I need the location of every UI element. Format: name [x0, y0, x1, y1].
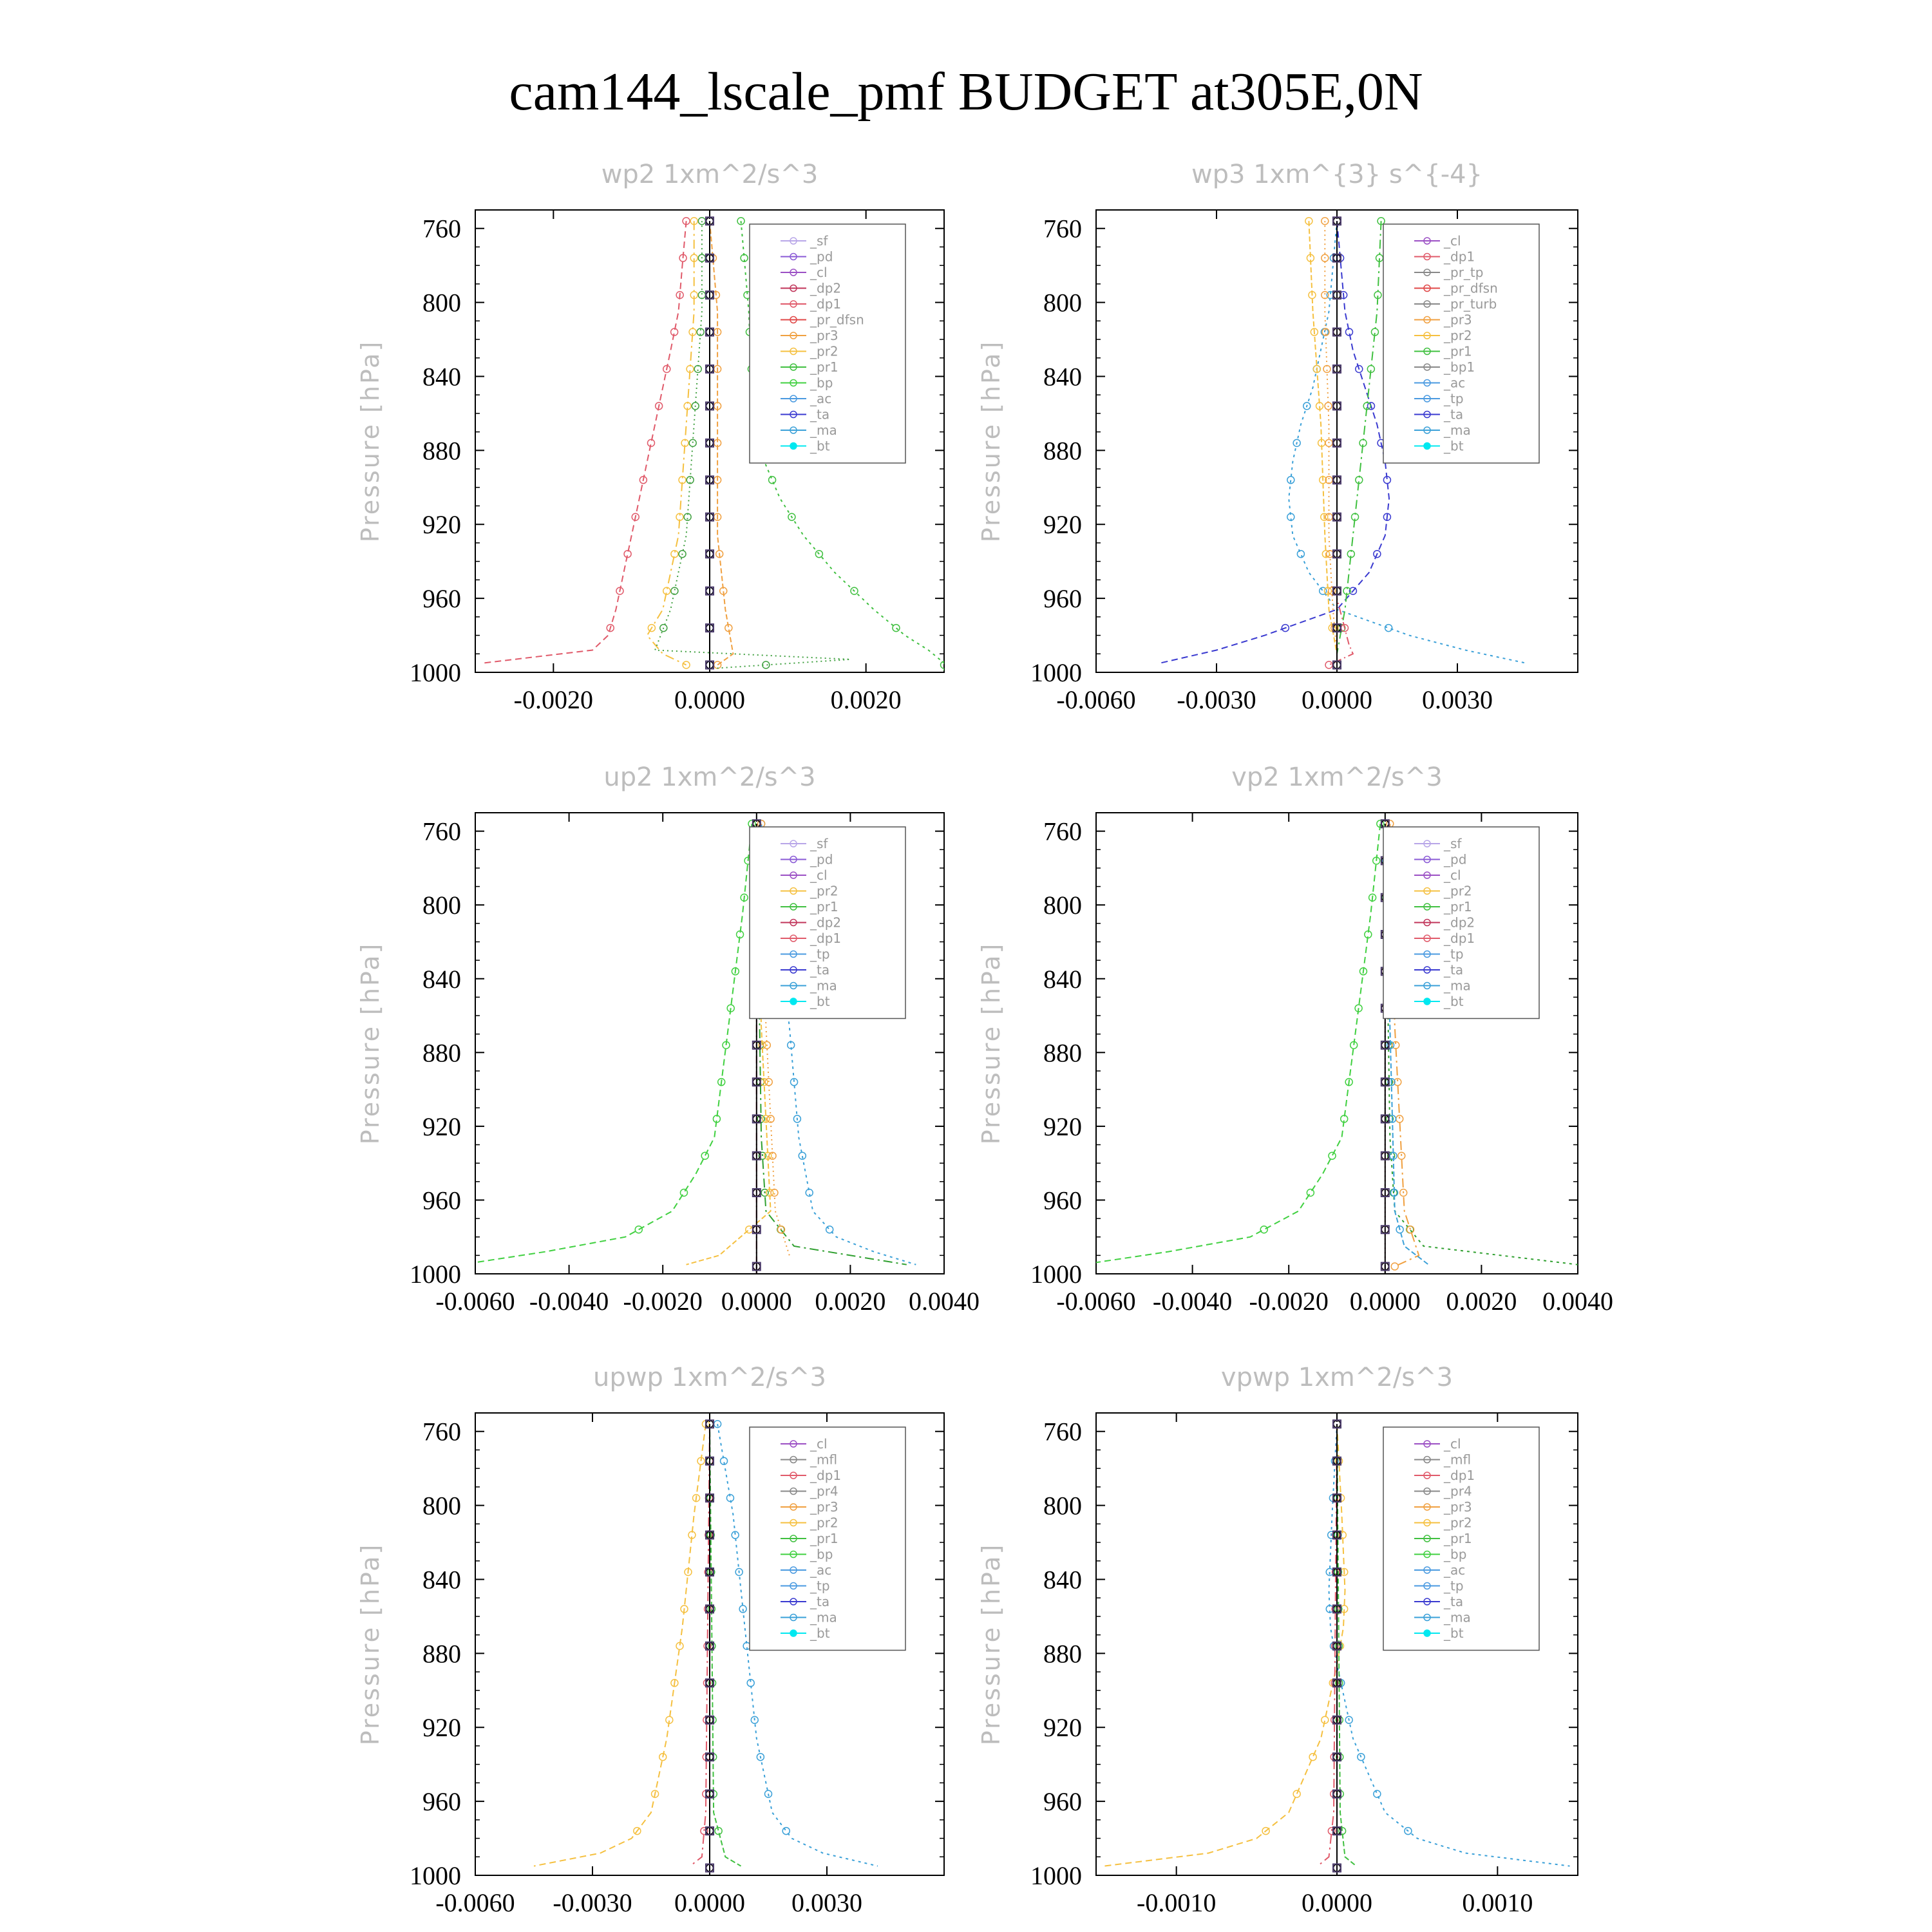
y-tick-label: 1000: [410, 658, 461, 687]
y-tick-label: 760: [1043, 1417, 1082, 1446]
panel-up2: [356, 762, 980, 1316]
legend-label: _cl: [1444, 867, 1461, 883]
legend-label: _mfl: [1444, 1452, 1472, 1468]
data-point: [1321, 292, 1329, 299]
legend-label: _ac: [810, 1562, 832, 1578]
legend-label: _ta: [810, 1594, 830, 1609]
y-tick-label: 960: [1043, 1186, 1082, 1215]
y-tick-label: 840: [422, 1565, 461, 1595]
y-tick-label: 1000: [410, 1861, 461, 1890]
legend-label: _pr1: [1444, 343, 1472, 359]
data-point: [1329, 1152, 1336, 1159]
panel-upwp: [356, 1363, 944, 1917]
y-axis-label: Pressure [hPa]: [977, 942, 1005, 1145]
legend-label: _bt: [810, 1625, 830, 1641]
y-tick-label: 800: [422, 891, 461, 920]
legend-marker: [790, 1630, 797, 1636]
legend-label: _bp: [810, 375, 833, 391]
y-axis-label: Pressure [hPa]: [977, 1542, 1005, 1746]
panel-vp2: [977, 762, 1613, 1316]
y-tick-label: 960: [1043, 584, 1082, 614]
y-tick-label: 760: [1043, 817, 1082, 846]
y-tick-label: 1000: [1030, 658, 1082, 687]
series-line-dp1: [461, 824, 752, 1265]
data-point: [762, 661, 770, 668]
y-tick-label: 840: [1043, 362, 1082, 392]
data-point: [1385, 625, 1392, 632]
legend-label: _pr1: [810, 899, 838, 914]
data-point: [782, 1828, 790, 1835]
legend-label: _dp1: [1444, 249, 1475, 265]
x-tick-label: -0.0060: [1056, 685, 1136, 714]
y-tick-label: 760: [422, 1417, 461, 1446]
legend-label: _pr1: [810, 1531, 838, 1546]
y-tick-label: 760: [422, 214, 461, 243]
x-tick-label: 0.0010: [1462, 1888, 1533, 1917]
panel-wp2: [356, 160, 948, 714]
legend-label: _bt: [1444, 438, 1464, 454]
legend: [1383, 224, 1539, 463]
legend-label: _pr_tp: [1444, 265, 1484, 280]
legend: [1383, 1427, 1539, 1651]
x-tick-label: 0.0030: [791, 1888, 862, 1917]
legend-label: _tp: [810, 1578, 830, 1594]
y-axis-label: Pressure [hPa]: [356, 339, 384, 543]
data-point: [826, 1226, 833, 1233]
legend-marker: [790, 443, 797, 450]
data-point: [1323, 365, 1331, 372]
x-tick-label: -0.0060: [435, 1287, 515, 1316]
y-tick-label: 920: [422, 1713, 461, 1743]
y-tick-label: 960: [422, 584, 461, 614]
legend-label: _pr1: [1444, 899, 1472, 914]
y-tick-label: 800: [422, 1491, 461, 1520]
series-line-pr1: [534, 1424, 706, 1866]
legend-label: _cl: [810, 265, 828, 280]
x-tick-label: 0.0040: [1542, 1287, 1613, 1316]
legend-label: _sf: [810, 836, 828, 851]
panel-wp3: [977, 160, 1578, 714]
y-tick-label: 920: [422, 510, 461, 540]
y-axis-label: Pressure [hPa]: [977, 339, 1005, 543]
panel-title: upwp 1xm^2/s^3: [593, 1363, 826, 1392]
legend-label: _pr2: [1444, 328, 1472, 343]
legend-marker: [1424, 443, 1430, 450]
legend-marker: [790, 998, 797, 1005]
legend-label: _ma: [810, 978, 837, 994]
y-tick-label: 960: [422, 1186, 461, 1215]
legend-label: _pr2: [810, 883, 838, 899]
y-tick-label: 1000: [1030, 1260, 1082, 1289]
legend-label: _ma: [1444, 422, 1471, 438]
x-tick-label: -0.0040: [1152, 1287, 1233, 1316]
legend-label: _ta: [1444, 1594, 1464, 1609]
panels: [356, 160, 1613, 1917]
x-tick-label: -0.0020: [623, 1287, 703, 1316]
legend-label: _pd: [1444, 851, 1467, 867]
x-tick-label: -0.0020: [513, 685, 593, 714]
legend-label: _pr2: [1444, 883, 1472, 899]
x-tick-label: 0.0020: [830, 685, 902, 714]
legend-label: _cl: [810, 1436, 828, 1452]
legend-label: _ma: [1444, 1609, 1471, 1625]
data-point: [746, 1226, 753, 1233]
y-tick-label: 920: [1043, 1112, 1082, 1141]
data-point: [893, 625, 900, 632]
y-tick-label: 880: [1043, 1639, 1082, 1669]
data-point: [689, 439, 696, 446]
x-tick-label: -0.0030: [553, 1888, 632, 1917]
y-tick-label: 840: [1043, 1565, 1082, 1595]
legend-label: _dp1: [810, 296, 842, 312]
y-tick-label: 880: [422, 1639, 461, 1669]
legend-label: _tp: [810, 946, 830, 962]
legend-label: _pd: [810, 851, 833, 867]
legend-label: _pd: [810, 249, 833, 265]
legend-label: _pr1: [1444, 1531, 1472, 1546]
data-point: [1307, 1189, 1314, 1196]
y-tick-label: 840: [1043, 964, 1082, 994]
legend-label: _dp2: [810, 914, 842, 931]
legend: [750, 224, 905, 463]
legend-label: _dp1: [1444, 931, 1475, 946]
legend-label: _bp1: [1444, 359, 1475, 375]
legend-marker: [1424, 1630, 1430, 1636]
legend-label: _ma: [1444, 978, 1471, 994]
y-tick-label: 880: [422, 436, 461, 466]
legend-label: _dp2: [810, 280, 842, 296]
data-point: [1260, 1226, 1267, 1233]
x-tick-label: 0.0000: [721, 1287, 792, 1316]
legend-label: _dp1: [810, 931, 842, 946]
panel-title: wp3 1xm^{3} s^{-4}: [1191, 160, 1483, 189]
data-point: [1309, 1754, 1316, 1761]
legend-label: _pr3: [810, 328, 838, 343]
legend-marker: [1424, 998, 1430, 1005]
legend-label: _dp1: [1444, 1468, 1475, 1483]
main-title: cam144_lscale_pmf BUDGET at305E,0N: [509, 62, 1423, 122]
legend-label: _pr1: [810, 359, 838, 375]
legend-label: _bp: [810, 1546, 833, 1562]
legend: [1383, 827, 1539, 1019]
y-tick-label: 840: [422, 964, 461, 994]
data-point: [714, 661, 721, 668]
y-tick-label: 760: [1043, 214, 1082, 243]
panel-title: vp2 1xm^2/s^3: [1231, 762, 1443, 792]
x-tick-label: -0.0010: [1137, 1888, 1217, 1917]
data-point: [771, 1189, 778, 1196]
legend-label: _dp1: [810, 1468, 842, 1483]
legend-label: _tp: [1444, 391, 1464, 406]
series-line-bp: [710, 1424, 741, 1866]
data-point: [683, 661, 690, 668]
x-tick-label: 0.0000: [1302, 1888, 1372, 1917]
y-tick-label: 960: [1043, 1787, 1082, 1817]
y-axis-label: Pressure [hPa]: [356, 942, 384, 1145]
legend-label: _mfl: [810, 1452, 838, 1468]
legend-label: _pr4: [810, 1483, 838, 1499]
legend-label: _dp2: [1444, 914, 1475, 931]
data-point: [769, 477, 776, 484]
x-tick-label: -0.0060: [435, 1888, 515, 1917]
legend-label: _ac: [1444, 1562, 1466, 1578]
legend-label: _pr2: [1444, 1515, 1472, 1531]
legend: [750, 1427, 905, 1651]
legend-label: _pr3: [1444, 312, 1472, 328]
data-point: [1374, 1790, 1381, 1797]
legend-label: _cl: [1444, 1436, 1461, 1452]
legend-label: _ac: [810, 391, 832, 406]
legend-label: _tp: [1444, 946, 1464, 962]
legend-label: _pr2: [810, 1515, 838, 1531]
data-point: [694, 365, 701, 372]
data-point: [1391, 1263, 1398, 1270]
data-point: [765, 1079, 772, 1086]
legend-label: _cl: [1444, 233, 1461, 249]
y-tick-label: 880: [1043, 1038, 1082, 1068]
y-tick-label: 960: [422, 1787, 461, 1817]
y-tick-label: 1000: [1030, 1861, 1082, 1890]
legend-label: _bt: [810, 994, 830, 1009]
y-tick-label: 880: [1043, 436, 1082, 466]
y-axis-label: Pressure [hPa]: [356, 1542, 384, 1746]
y-tick-label: 920: [1043, 1713, 1082, 1743]
series-line-dp1: [483, 221, 687, 663]
x-tick-label: 0.0020: [1446, 1287, 1517, 1316]
legend-label: _bt: [1444, 994, 1464, 1009]
data-point: [671, 587, 678, 594]
legend-label: _pr3: [810, 1499, 838, 1515]
data-point: [1407, 1226, 1414, 1233]
y-tick-label: 920: [1043, 510, 1082, 540]
y-tick-label: 1000: [410, 1260, 461, 1289]
legend-label: _pr4: [1444, 1483, 1472, 1499]
legend-label: _pr2: [810, 343, 838, 359]
legend-label: _cl: [810, 867, 828, 883]
x-tick-label: 0.0000: [674, 685, 745, 714]
legend-label: _ac: [1444, 375, 1466, 391]
x-tick-label: 0.0000: [674, 1888, 745, 1917]
y-tick-label: 920: [422, 1112, 461, 1141]
legend-label: _pr_dfsn: [1444, 280, 1498, 296]
x-tick-label: -0.0020: [1249, 1287, 1329, 1316]
data-point: [701, 1152, 708, 1159]
y-tick-label: 800: [422, 288, 461, 317]
x-tick-label: 0.0000: [1302, 685, 1372, 714]
x-tick-label: -0.0040: [529, 1287, 609, 1316]
x-tick-label: -0.0060: [1056, 1287, 1136, 1316]
legend-label: _ta: [1444, 406, 1464, 422]
data-point: [680, 1189, 687, 1196]
y-tick-label: 800: [1043, 288, 1082, 317]
legend-label: _ta: [1444, 962, 1464, 978]
series-line-ta: [1160, 221, 1389, 663]
panel-title: wp2 1xm^2/s^3: [601, 160, 819, 189]
legend-label: _ma: [810, 422, 837, 438]
x-tick-label: 0.0000: [1349, 1287, 1421, 1316]
legend-label: _sf: [1444, 836, 1462, 851]
panel-title: up2 1xm^2/s^3: [603, 762, 816, 792]
y-tick-label: 880: [422, 1038, 461, 1068]
panel-vpwp: [977, 1363, 1578, 1917]
legend-label: _ma: [810, 1609, 837, 1625]
y-tick-label: 800: [1043, 891, 1082, 920]
legend-label: _pr_turb: [1444, 296, 1497, 312]
data-point: [1297, 551, 1304, 558]
legend-label: _tp: [1444, 1578, 1464, 1594]
series-line-dp1: [1082, 824, 1381, 1265]
data-point: [698, 292, 705, 299]
y-tick-label: 840: [422, 362, 461, 392]
legend-label: _ta: [810, 406, 830, 422]
x-tick-label: 0.0040: [909, 1287, 980, 1316]
data-point: [1325, 661, 1332, 668]
legend-label: _ta: [810, 962, 830, 978]
legend: [750, 827, 905, 1019]
x-tick-label: 0.0030: [1422, 685, 1493, 714]
series-line-pr1: [1104, 1424, 1345, 1866]
legend-label: _pr_dfsn: [810, 312, 864, 328]
y-tick-label: 800: [1043, 1491, 1082, 1520]
x-tick-label: 0.0020: [815, 1287, 886, 1316]
panel-title: vpwp 1xm^2/s^3: [1220, 1363, 1454, 1392]
legend-label: _sf: [810, 233, 828, 249]
legend-label: _bt: [1444, 1625, 1464, 1641]
y-tick-label: 760: [422, 817, 461, 846]
legend-label: _pr3: [1444, 1499, 1472, 1515]
data-point: [1396, 1115, 1403, 1122]
data-point: [1293, 1790, 1300, 1797]
legend-label: _bp: [1444, 1546, 1467, 1562]
legend-label: _bt: [810, 438, 830, 454]
x-tick-label: -0.0030: [1177, 685, 1256, 714]
